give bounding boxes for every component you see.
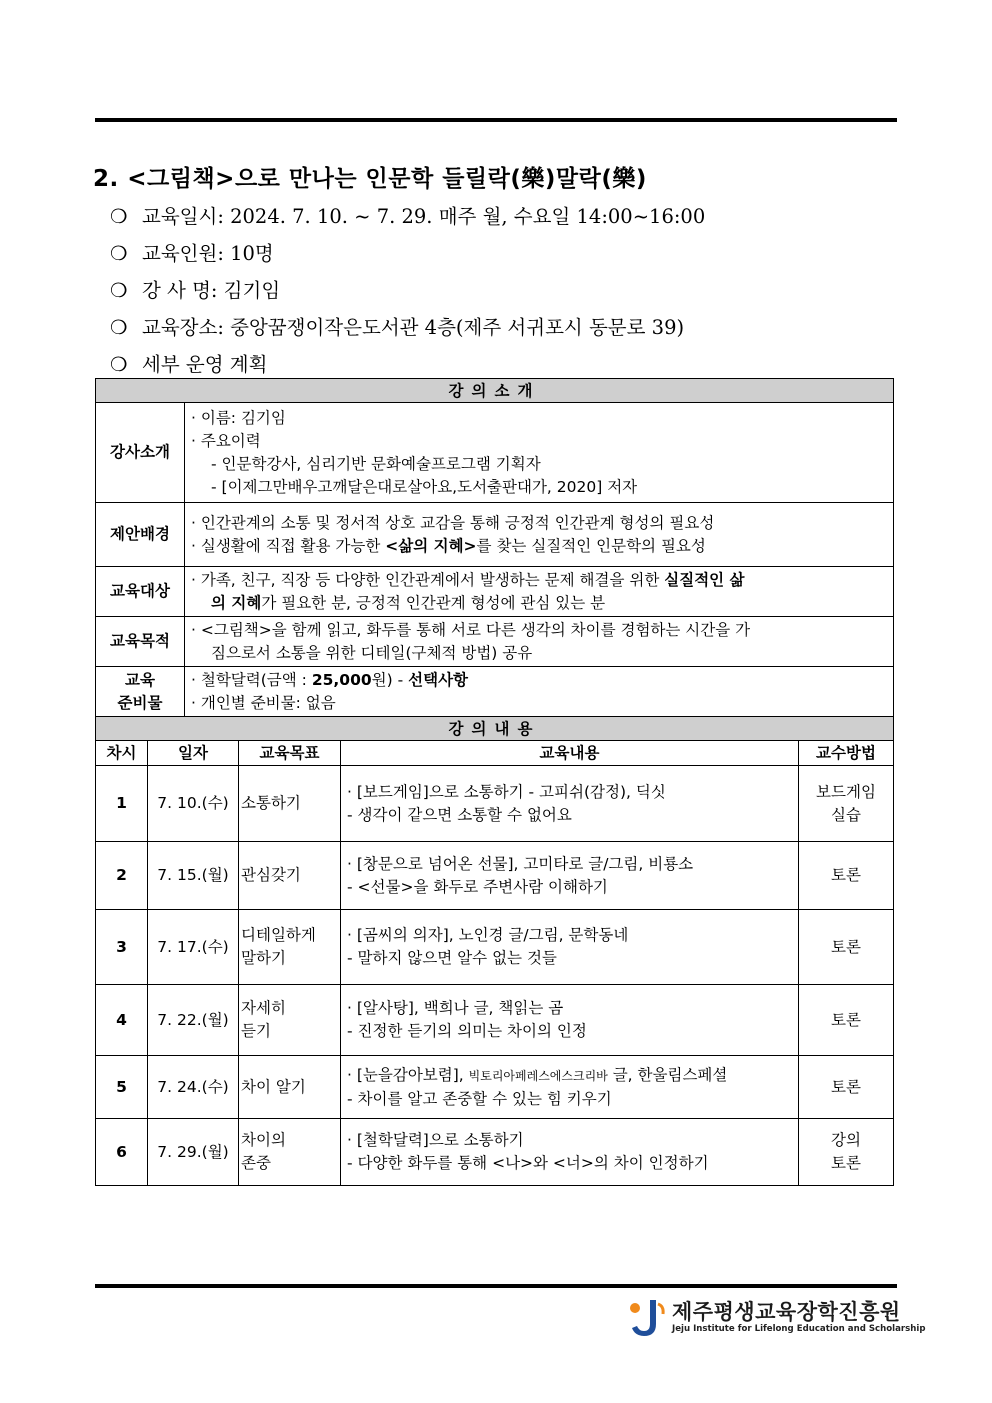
table-row: 1 7. 10.(수) 소통하기 · [보드게임]으로 소통하기 - 고피쉬(감정), 딕싯 - 생각이 같으면 소통할 수 없어요 보드게임 실습 bbox=[96, 766, 894, 842]
column-header: 교수방법 bbox=[799, 741, 894, 766]
institute-english-name: Jeju Institute for Lifelong Education and Scholarship bbox=[672, 1324, 926, 1334]
table-row: 3 7. 17.(수) 디테일하게 말하기 · [곰씨의 의자], 노인경 글/그림, 문학동네 - 말하지 않으면 알수 없는 것들 토론 bbox=[96, 910, 894, 985]
circle-bullet-icon: ❍ bbox=[110, 353, 128, 376]
table-row: 2 7. 15.(월) 관심갖기 · [창문으로 넘어온 선물], 고미타로 글/그림, 비룡소 - <선물>을 화두로 주변사람 이해하기 토론 bbox=[96, 842, 894, 910]
target-details: · 가족, 친구, 직장 등 다양한 인간관계에서 발생하는 문제 해결을 위한 실질적인 삶 의 지혜가 필요한 분, 긍정적 인간관계 형성에 관심 있는 분 bbox=[185, 567, 894, 617]
prep-label: 교육 준비물 bbox=[96, 667, 185, 717]
goal-details: · <그림책>을 함께 읽고, 화두를 통해 서로 다른 생각의 차이를 경험하는 시간을 가 짐으로서 소통을 위한 디테일(구체적 방법) 공유 bbox=[185, 617, 894, 667]
content-header: 강의내용 bbox=[96, 717, 894, 741]
list-item-plan: ❍ 세부 운영 계획 bbox=[110, 346, 705, 383]
background-label: 제안배경 bbox=[96, 503, 185, 567]
content-header-row bbox=[96, 717, 894, 741]
goal-label: 교육목적 bbox=[96, 617, 185, 667]
institute-name: 제주평생교육장학진흥원 bbox=[672, 1300, 901, 1324]
target-label: 교육대상 bbox=[96, 567, 185, 617]
page-title: 2. <그림책>으로 만나는 인문학 들릴락(樂)말락(樂) bbox=[93, 166, 647, 192]
top-divider bbox=[95, 118, 897, 122]
institute-logo bbox=[626, 1294, 926, 1344]
overview-list bbox=[110, 198, 705, 383]
circle-bullet-icon: ❍ bbox=[110, 316, 128, 339]
prep-details: · 철학달력(금액 : 25,000원) - 선택사항 · 개인별 준비물: 없음 bbox=[185, 667, 894, 717]
circle-bullet-icon: ❍ bbox=[110, 205, 128, 228]
intro-header-row bbox=[96, 379, 894, 403]
instructor-label: 강사소개 bbox=[96, 403, 185, 503]
institute-logo-icon bbox=[626, 1296, 666, 1340]
column-header-row bbox=[96, 741, 894, 766]
table-row: 5 7. 24.(수) 차이 알기 · [눈을감아보렴], 빅토리아페레스에스크리바 글, 한울림스페셜 - 차이를 알고 존중할 수 있는 힘 키우기 토론 bbox=[96, 1056, 894, 1119]
list-item-location: ❍ 교육장소: 중앙꿈쟁이작은도서관 4층(제주 서귀포시 동문로 39) bbox=[110, 309, 705, 346]
list-item-schedule: ❍ 교육일시: 2024. 7. 10. ~ 7. 29. 매주 월, 수요일 14:00~16:00 bbox=[110, 198, 705, 235]
column-header: 일자 bbox=[148, 741, 239, 766]
course-plan-table bbox=[95, 378, 894, 1186]
background-details: · 인간관계의 소통 및 정서적 상호 교감을 통해 긍정적 인간관계 형성의 필요성 · 실생활에 직접 활용 가능한 <삶의 지혜>를 찾는 실질적인 인문학의 필요성 bbox=[185, 503, 894, 567]
bottom-divider bbox=[95, 1284, 897, 1288]
goal-row bbox=[96, 617, 894, 667]
table-row: 6 7. 29.(월) 차이의 존중 · [철학달력]으로 소통하기 - 다양한 화두를 통해 <나>와 <너>의 차이 인정하기 강의 토론 bbox=[96, 1119, 894, 1186]
instructor-row bbox=[96, 403, 894, 503]
circle-bullet-icon: ❍ bbox=[110, 242, 128, 265]
list-item-capacity: ❍ 교육인원: 10명 bbox=[110, 235, 705, 272]
column-header: 교육목표 bbox=[239, 741, 341, 766]
target-row bbox=[96, 567, 894, 617]
instructor-details: · 이름: 김기임 · 주요이력 - 인문학강사, 심리기반 문화예술프로그램 기획자 - [이제그만배우고깨달은대로살아요,도서출판대가, 2020] 저자 bbox=[185, 403, 894, 503]
intro-header: 강의소개 bbox=[96, 379, 894, 403]
prep-row bbox=[96, 667, 894, 717]
list-item-instructor: ❍ 강 사 명: 김기임 bbox=[110, 272, 705, 309]
background-row bbox=[96, 503, 894, 567]
column-header: 교육내용 bbox=[341, 741, 799, 766]
column-header: 차시 bbox=[96, 741, 148, 766]
table-row: 4 7. 22.(월) 자세히 듣기 · [알사탕], 백희나 글, 책읽는 곰 - 진정한 듣기의 의미는 차이의 인정 토론 bbox=[96, 985, 894, 1056]
circle-bullet-icon: ❍ bbox=[110, 279, 128, 302]
